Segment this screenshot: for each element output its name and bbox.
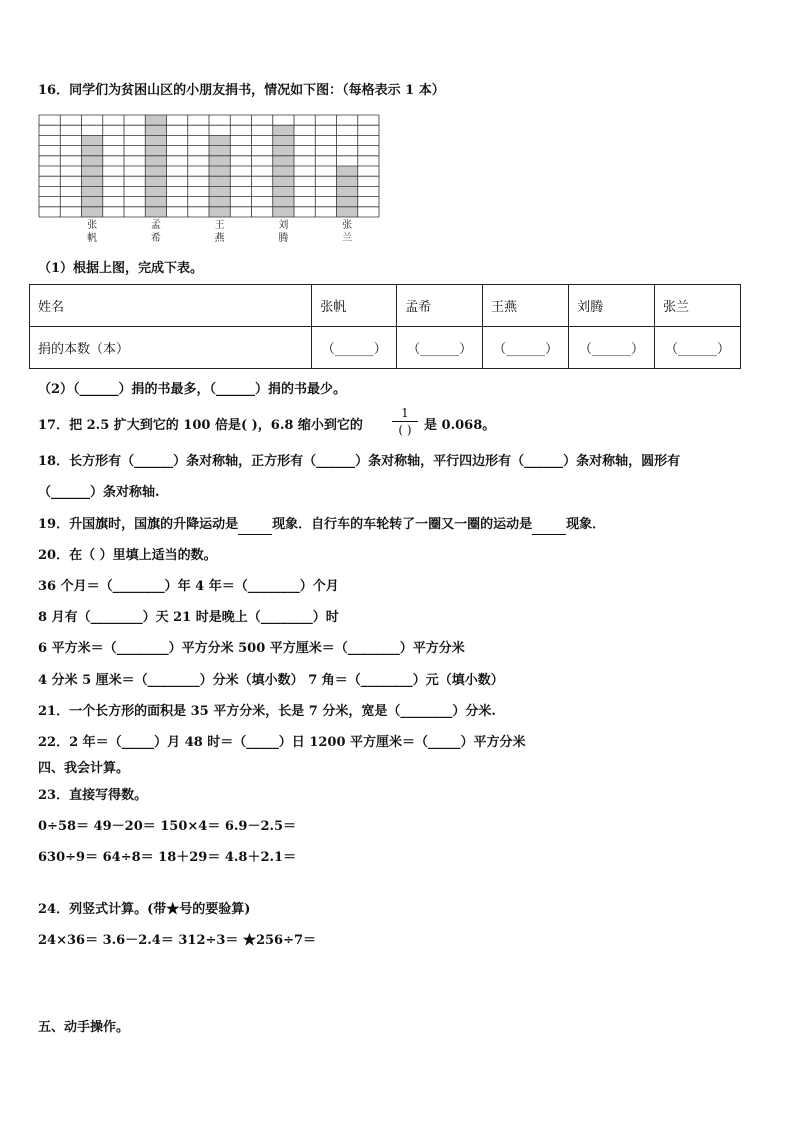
- table-row: [30, 327, 741, 369]
- table-header-cell: 张帆: [312, 285, 397, 327]
- q18-line1: 18．长方形有（______）条对称轴，正方形有（______）条对称轴，平行四边形有（______）条对称轴，圆形有: [38, 454, 681, 469]
- table-header-cell: 孟希: [397, 285, 483, 327]
- table-header-row: [30, 285, 741, 327]
- q18-line2: （______）条对称轴.: [38, 485, 160, 500]
- q20-title: 20．在（ ）里填上适当的数。: [38, 548, 217, 563]
- fraction-numerator: 1: [401, 406, 409, 420]
- answer-blank[interactable]: （______）: [397, 327, 483, 369]
- answer-blank[interactable]: （______）: [569, 327, 655, 369]
- q23-row: 0÷58＝ 49－20＝ 150×4＝ 6.9－2.5＝: [38, 819, 297, 834]
- table-header-cell: 刘腾: [569, 285, 655, 327]
- book-donation-grid-chart: [38, 114, 380, 218]
- q17-part2: 是 0.068。: [424, 418, 496, 433]
- fraction-bar: [392, 421, 418, 422]
- donation-table: [29, 284, 741, 369]
- answer-blank[interactable]: [532, 516, 566, 535]
- q16-sub1: （1）根据上图，完成下表。: [38, 261, 204, 276]
- q19-part-c: 现象．: [566, 517, 606, 532]
- q23-title: 23．直接写得数。: [38, 788, 148, 803]
- category-label: 王 燕: [214, 220, 225, 244]
- q20-row: 8 月有（________）天 21 时是晚上（________）时: [38, 610, 339, 625]
- answer-blank[interactable]: （______）: [483, 327, 569, 369]
- q23-row: 630÷9＝ 64÷8＝ 18＋29＝ 4.8＋2.1＝: [38, 850, 297, 865]
- q20-row: 4 分米 5 厘米＝（________）分米（填小数） 7 角＝（________）元（填小数）: [38, 673, 504, 688]
- q22: 22．2 年＝（_____）月 48 时＝（_____）日 1200 平方厘米＝（_____）平方分米: [38, 735, 526, 750]
- table-header-cell: 王燕: [483, 285, 569, 327]
- table-header-name: 姓名: [30, 285, 312, 327]
- table-row-label: 捐的本数（本）: [30, 327, 312, 369]
- q17-part1: 17．把 2.5 扩大到它的 100 倍是( )，6.8 缩小到它的: [38, 418, 363, 433]
- bar-张兰: [337, 166, 358, 217]
- q16-title: 16．同学们为贫困山区的小朋友捐书，情况如下图：（每格表示 1 本）: [38, 83, 445, 98]
- bar-刘腾: [273, 125, 294, 217]
- q19-part-a: 19．升国旗时，国旗的升降运动是: [38, 517, 239, 532]
- answer-blank[interactable]: （______）: [312, 327, 397, 369]
- q24-row: 24×36＝ 3.6－2.4＝ 312÷3＝ ★256÷7＝: [38, 933, 317, 948]
- q20-row: 36 个月＝（________）年 4 年＝（________）个月: [38, 579, 339, 594]
- category-label: 张 帆: [87, 220, 98, 244]
- fraction: [390, 406, 420, 437]
- q21: 21．一个长方形的面积是 35 平方分米，长是 7 分米，宽是（________）分米.: [38, 704, 496, 719]
- answer-blank[interactable]: [238, 516, 272, 535]
- table-header-cell: 张兰: [655, 285, 741, 327]
- q20-row: 6 平方米＝（________）平方分米 500 平方厘米＝（________）平方分米: [38, 641, 465, 656]
- category-label: 孟 希: [150, 220, 161, 244]
- category-label: 刘 腾: [278, 220, 289, 244]
- section-4-heading: 四、我会计算。: [38, 761, 130, 776]
- q24-title: 24．列竖式计算。(带★号的要验算): [38, 902, 251, 917]
- fraction-denominator[interactable]: ( ): [398, 423, 412, 437]
- q16-sub2: （2）（______）捐的书最多，（______）捐的书最少。: [38, 382, 347, 397]
- answer-blank[interactable]: （______）: [655, 327, 741, 369]
- q19-part-b: 现象．自行车的车轮转了一圈又一圈的运动是: [272, 517, 533, 532]
- q19: [38, 516, 605, 535]
- category-label: 张 兰: [342, 220, 353, 244]
- section-5-heading: 五、动手操作。: [38, 1020, 130, 1035]
